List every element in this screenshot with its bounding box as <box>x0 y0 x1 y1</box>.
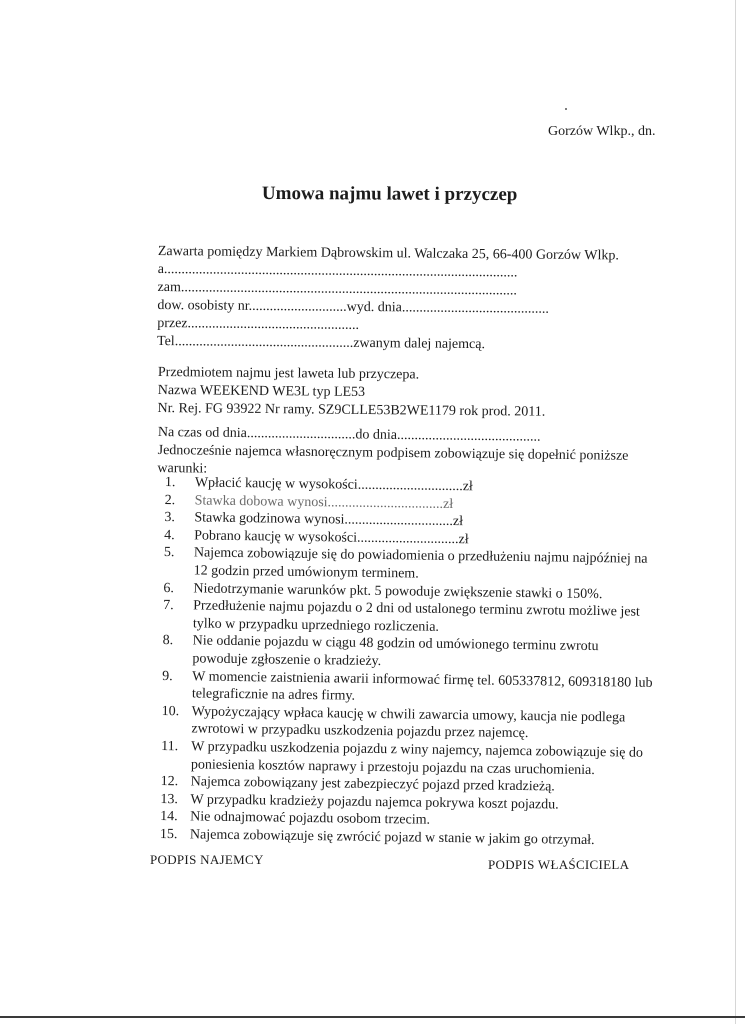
condition-text: Wypożyczający wpłaca kaucję w chwili zawarcia umowy, kaucja nie podlega <box>191 704 626 726</box>
condition-text: Niedotrzymanie warunków pkt. 5 powoduje zwiększenie stawki o 150%. <box>193 580 603 602</box>
condition-number: 12. <box>160 774 179 790</box>
condition-text: Pobrano kaucję w wysokości.............................zł <box>194 528 469 548</box>
condition-text: Stawka godzinowa wynosi...............................zł <box>194 510 464 530</box>
parties-line: Tel...................................................zwanym dalej najemcą. <box>156 333 486 353</box>
subject-line: Nr. Rej. FG 93922 Nr ramy. SZ9CLLE53B2WE1179 rok prod. 2011. <box>157 400 546 420</box>
page-edge-right <box>735 0 736 1024</box>
condition-text: Nie odnajmować pojazdu osobom trzecim. <box>190 809 431 829</box>
condition-number: 4. <box>164 527 175 543</box>
condition-text: Najemca zobowiązuje się do powiadomienia o przedłużeniu najmu najpóźniej na <box>193 545 648 568</box>
condition-text: Najemca zobowiązany jest zabezpieczyć pojazd przed kradzieżą. <box>190 774 555 795</box>
subject-line: Przedmiotem najmu jest laweta lub przyczepa. <box>157 364 420 383</box>
owner-signature-label: PODPIS WŁAŚCICIELA <box>488 857 630 872</box>
condition-number: 3. <box>164 510 175 526</box>
condition-number: 1. <box>164 474 176 491</box>
condition-text: powoduje zgłoszenie o kradzieży. <box>192 651 382 669</box>
document-title: Umowa najmu lawet i przyczep <box>261 183 518 206</box>
scan-speck <box>565 108 567 110</box>
condition-number: 10. <box>161 703 180 719</box>
condition-text: W momencie zaistnienia awarii informować firmę tel. 605337812, 609318180 lub <box>192 668 653 691</box>
parties-line: dow. osobisty nr............................wyd. dnia.......................................... <box>157 297 549 317</box>
place-date-line: Gorzów Wlkp., dn. <box>548 124 656 139</box>
conditions-list <box>160 474 656 850</box>
condition-number: 14. <box>160 809 178 825</box>
condition-text: Nie oddanie pojazdu w ciągu 48 godzin od umówionego terminu zwrotu <box>192 633 599 655</box>
parties-line: zam................................................................................................ <box>157 279 517 299</box>
parties-section <box>157 243 619 355</box>
condition-number: 9. <box>162 668 173 684</box>
subject-section <box>157 364 545 422</box>
condition-text: Najemca zobowiązuje się zwrócić pojazd w stanie w jakim go otrzymał. <box>189 827 595 848</box>
condition-number: 8. <box>162 633 174 649</box>
condition-number: 2. <box>164 492 176 508</box>
parties-line: Zawarta pomiędzy Markiem Dąbrowskim ul. Walczaka 25, 66-400 Gorzów Wlkp. <box>157 243 619 264</box>
condition-text: telegraficznie na adres firmy. <box>191 686 356 704</box>
condition-text: Przedłużenie najmu pojazdu o 2 dni od ustalonego terminu zwrotu możliwe jest <box>193 598 640 620</box>
period-line: Na czas od dnia...............................do dnia......................................... <box>157 424 541 445</box>
condition-number: 11. <box>161 738 179 755</box>
condition-number: 15. <box>159 826 178 843</box>
condition-text: tylko w przypadku uprzedniego rozliczenia. <box>192 616 440 635</box>
condition-text: 12 godzin przed umówionym terminem. <box>193 563 419 582</box>
condition-text: Stawka dobowa wynosi.................................zł <box>194 493 454 512</box>
period-line: Jednocześnie najemca własnoręcznym podpisem zobowiązuje się dopełnić poniższe <box>157 442 629 464</box>
condition-number: 13. <box>160 791 179 807</box>
condition-number: 5. <box>163 545 175 561</box>
condition-number: 6. <box>163 580 175 596</box>
condition-number: 7. <box>163 598 174 614</box>
condition-text: zwrotowi w przypadku uszkodzenia pojazdu przez najemcę. <box>191 721 529 742</box>
subject-line: Nazwa WEEKEND WE3L typ LE53 <box>157 382 366 400</box>
condition-text: poniesienia kosztów naprawy i przestoju pojazdu na czas uruchomienia. <box>190 756 595 778</box>
condition-text: Wpłacić kaucję w wysokości..............................zł <box>194 475 473 495</box>
period-line: warunki: <box>157 460 208 477</box>
parties-line: przez................................................. <box>157 315 360 333</box>
page-edge-bottom <box>0 1016 745 1018</box>
parties-line: a..................................................................................................... <box>157 261 518 281</box>
condition-text: W przypadku uszkodzenia pojazdu z winy najemcy, najemca zobowiązuje się do <box>191 739 643 761</box>
tenant-signature-label: PODPIS NAJEMCY <box>150 852 264 867</box>
condition-text: W przypadku kradzieży pojazdu najemca pokrywa koszt pojazdu. <box>190 792 559 813</box>
